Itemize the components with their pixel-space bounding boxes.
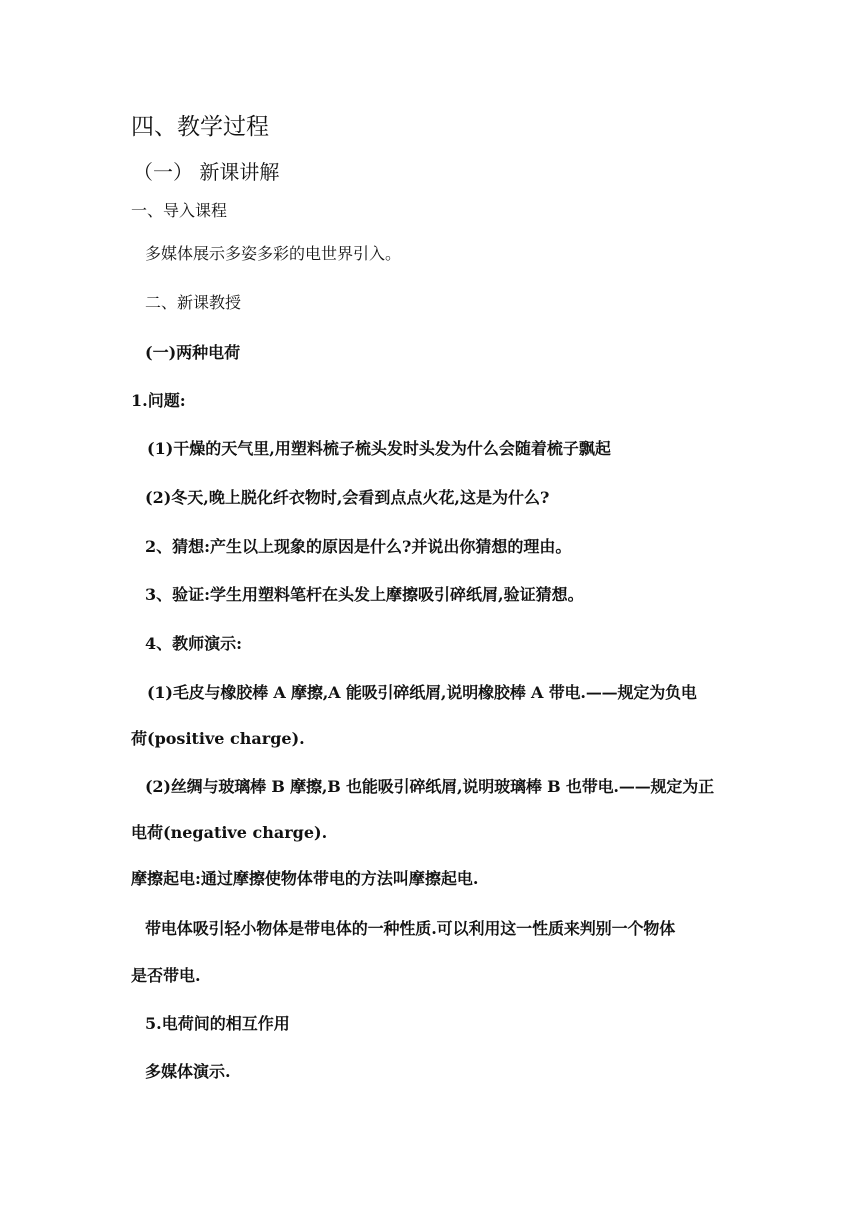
- demo-2-line-1: (2)丝绸与玻璃棒 B 摩擦,B 也能吸引碎纸屑,说明玻璃棒 B 也带电.——规定为正: [145, 777, 714, 796]
- property-line-1: 带电体吸引轻小物体是带电体的一种性质.可以利用这一性质来判别一个物体: [145, 919, 676, 938]
- demo-label: 4、教师演示:: [145, 634, 243, 653]
- multimedia-demo: 多媒体演示.: [145, 1062, 231, 1081]
- section-heading-teaching: 二、新课教授: [145, 293, 242, 312]
- subsection-heading-two-charges: (一)两种电荷: [145, 343, 241, 362]
- guess-paragraph: 2、猜想:产生以上现象的原因是什么?并说出你猜想的理由。: [145, 537, 572, 556]
- interaction-heading: 5.电荷间的相互作用: [145, 1014, 290, 1033]
- property-line-2: 是否带电.: [131, 966, 201, 985]
- heading-sub: （一） 新课讲解: [133, 160, 280, 184]
- demo-1-line-1: (1)毛皮与橡胶棒 A 摩擦,A 能吸引碎纸屑,说明橡胶棒 A 带电.——规定为负电: [147, 683, 697, 702]
- question-label: 1.问题:: [131, 391, 186, 410]
- section-heading-intro: 一、导入课程: [131, 201, 228, 220]
- verify-paragraph: 3、验证:学生用塑料笔杆在头发上摩擦吸引碎纸屑,验证猜想。: [145, 585, 584, 604]
- demo-2-line-2: 电荷(negative charge).: [131, 823, 328, 842]
- friction-definition: 摩擦起电:通过摩擦使物体带电的方法叫摩擦起电.: [131, 869, 479, 888]
- heading-main: 四、教学过程: [131, 114, 269, 140]
- question-2: (2)冬天,晚上脱化纤衣物时,会看到点点火花,这是为什么?: [145, 488, 550, 507]
- paragraph-intro: 多媒体展示多姿多彩的电世界引入。: [145, 244, 402, 263]
- demo-1-line-2: 荷(positive charge).: [131, 729, 305, 748]
- question-1: (1)干燥的天气里,用塑料梳子梳头发时头发为什么会随着梳子飘起: [147, 439, 611, 458]
